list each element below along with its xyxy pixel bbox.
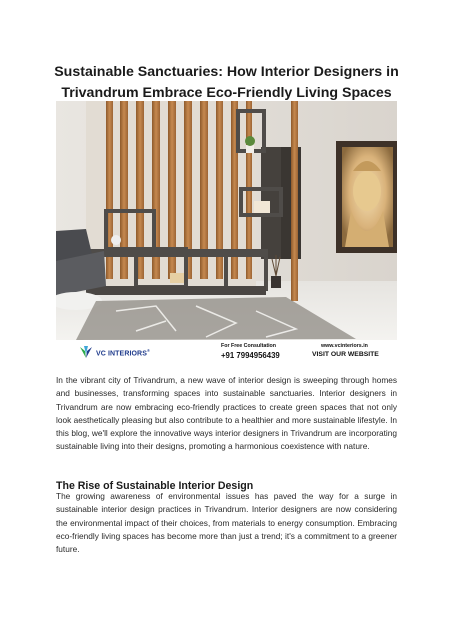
visit-website-link[interactable]: VISIT OUR WEBSITE xyxy=(312,351,379,358)
consultation-label: For Free Consultation xyxy=(221,343,277,349)
hero-image xyxy=(56,101,397,340)
website-url[interactable]: www.vcinteriors.in xyxy=(321,343,368,349)
interior-illustration xyxy=(56,101,397,340)
section-heading: The Rise of Sustainable Interior Design xyxy=(56,479,254,492)
section-paragraph: The growing awareness of environmental issues has paved the way for a surge in sustainable interior design practices in Trivandrum. Interior designers are now considering the environmental impact of their choices, from materials to energy consumption. Embracing eco-friendly living spaces has become more than just a trend; it's a commitment to a greener future. xyxy=(56,491,397,555)
phone-number[interactable]: +91 7994956439 xyxy=(221,351,280,360)
intro-paragraph: In the vibrant city of Trivandrum, a new wave of interior design is sweeping through homes and businesses, transforming spaces into sustainable sanctuaries. Interior designers in Trivandrum are now embracing eco-friendly practices to create green spaces that not only look aesthetically pleasing but also contribute to a healthier and more sustainable lifestyle. In this blog, we'll explore the innovative ways interior designers in Trivandrum are incorporating sustainable living into their designs, promoting a harmonious coexistence with nature. xyxy=(56,375,397,452)
brand-name: VC INTERIORS® xyxy=(96,348,151,358)
article-title: Sustainable Sanctuaries: How Interior Designers in Trivandrum Embrace Eco-Friendly Living Spaces xyxy=(54,63,399,101)
promo-banner xyxy=(56,340,397,368)
vc-interiors-logo-icon xyxy=(79,345,93,359)
